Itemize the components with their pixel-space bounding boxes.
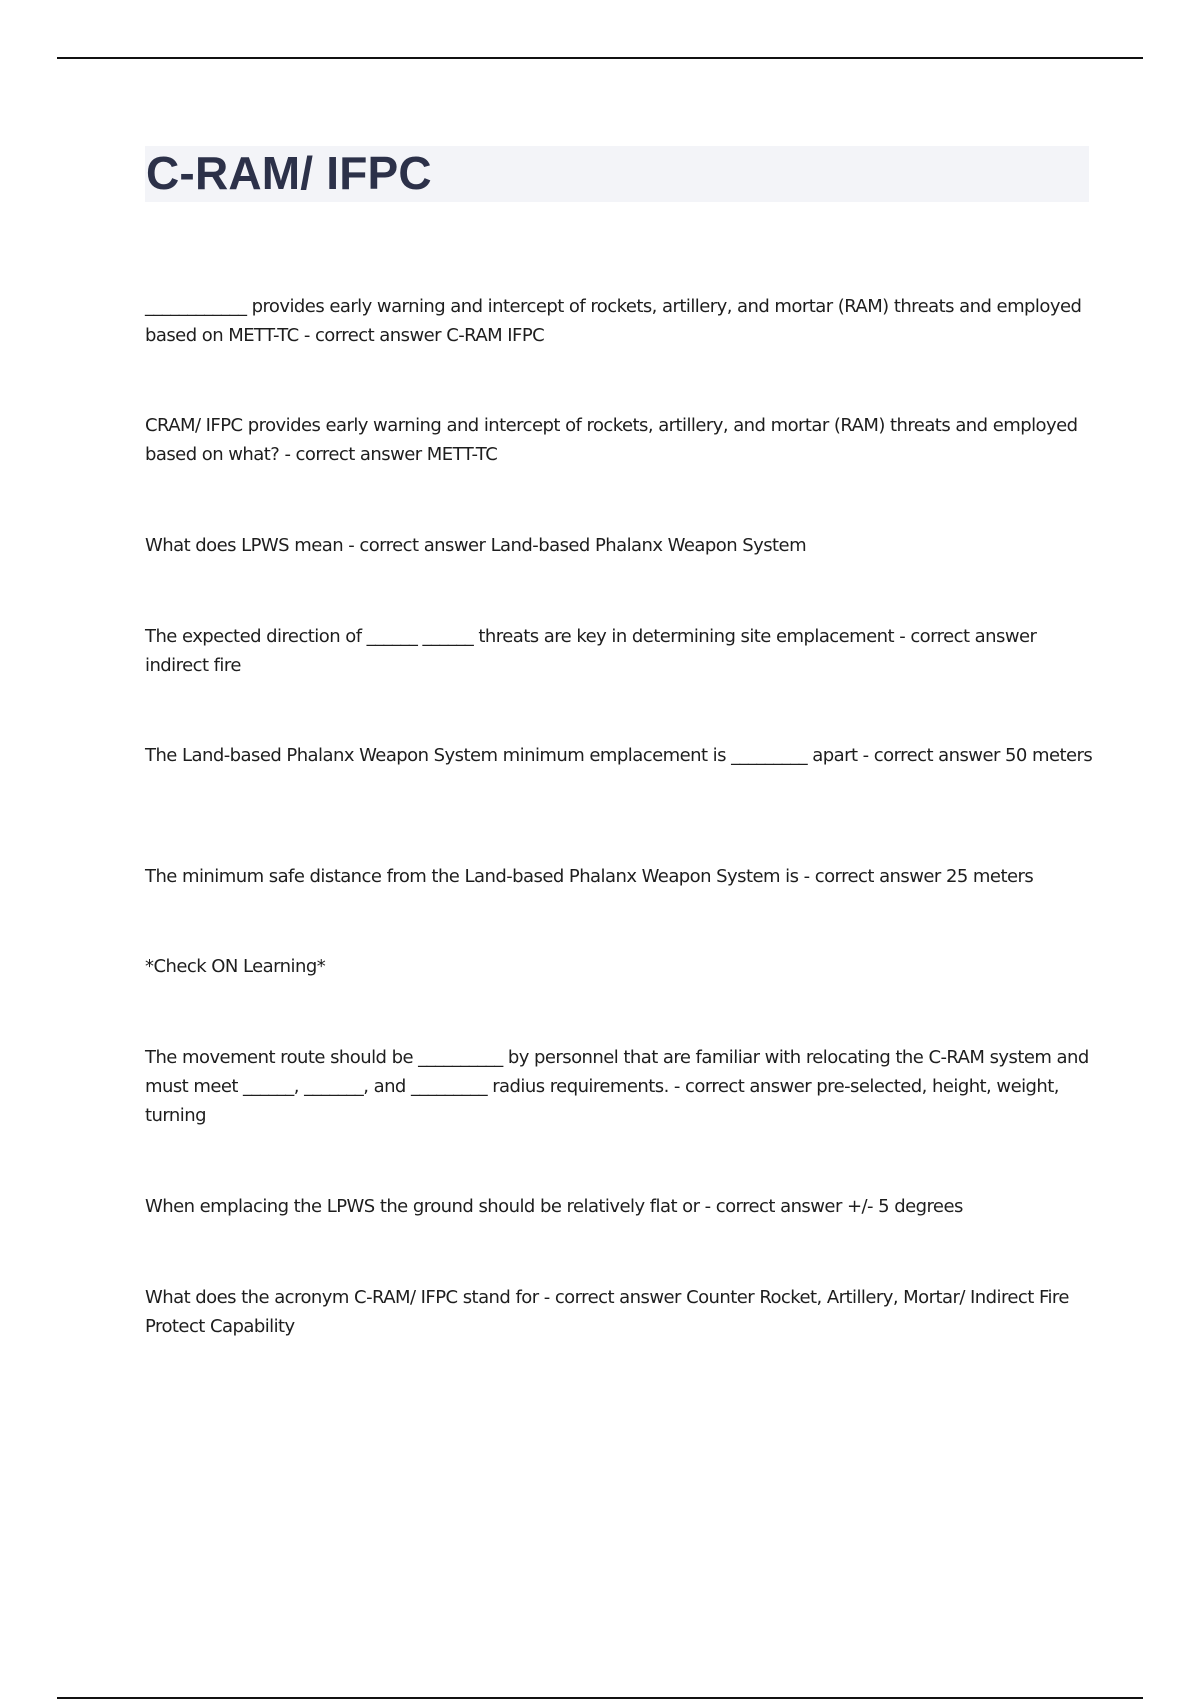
qa-item-3: What does LPWS mean - correct answer Land-based Phalanx Weapon System	[145, 535, 807, 556]
qa-item-4: The expected direction of ______ ______ threats are key in determining site emplacement - correct answer indirect fire	[145, 626, 1037, 676]
qa-item-9: When emplacing the LPWS the ground should be relatively flat or - correct answer +/- 5 degrees	[145, 1196, 963, 1217]
top-rule	[57, 57, 1143, 59]
qa-item-2: CRAM/ IFPC provides early warning and intercept of rockets, artillery, and mortar (RAM) threats and employed based on what? - correct answer METT-TC	[145, 415, 1078, 465]
qa-item-10: What does the acronym C-RAM/ IFPC stand for - correct answer Counter Rocket, Artillery, Mortar/ Indirect Fire Protect Capability	[145, 1287, 1069, 1337]
qa-item-1: ____________ provides early warning and intercept of rockets, artillery, and mortar (RAM) threats and employed based on METT-TC - correct answer C-RAM IFPC	[145, 296, 1082, 346]
qa-item-6: The minimum safe distance from the Land-based Phalanx Weapon System is - correct answer 25 meters	[145, 866, 1034, 887]
qa-item-7: *Check ON Learning*	[145, 956, 326, 977]
qa-item-8: The movement route should be __________ by personnel that are familiar with relocating the C-RAM system and must meet ______, _______, and _________ radius requirements. - correct answer pre-selected, height, weight, turning	[145, 1047, 1089, 1126]
page-title: C-RAM/ IFPC	[146, 147, 432, 199]
qa-item-5: The Land-based Phalanx Weapon System minimum emplacement is _________ apart - correct answer 50 meters	[145, 745, 1093, 766]
bottom-rule	[57, 1697, 1143, 1699]
